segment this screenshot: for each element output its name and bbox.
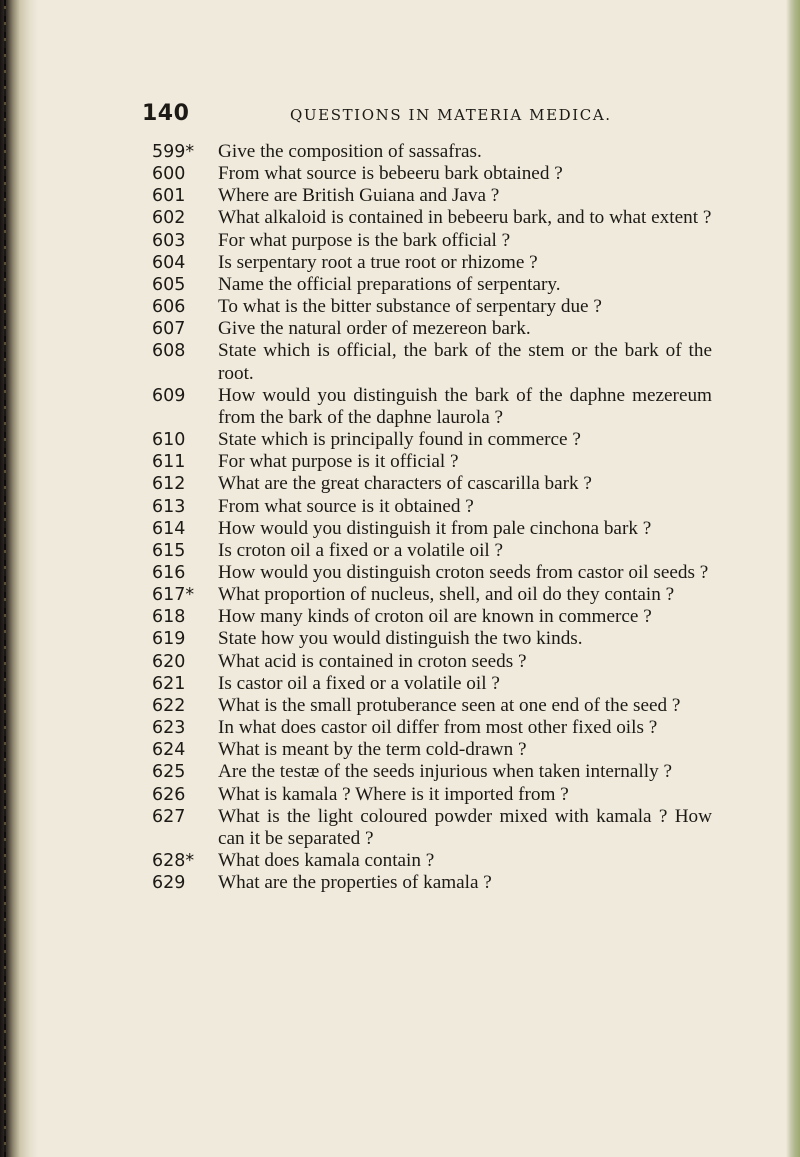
question-list (152, 141, 712, 894)
question-item (152, 518, 712, 540)
question-item (152, 274, 712, 296)
question-item (152, 850, 712, 872)
question-item (152, 872, 712, 894)
question-number: 624 (152, 740, 186, 761)
question-text: Is serpentary root a true root or rhizome ? (218, 251, 538, 273)
question-text: State which is official, the bark of the stem or the bark of the root. (218, 340, 712, 384)
question-number: 603 (152, 230, 186, 251)
question-number: 615 (152, 540, 186, 561)
question-item (152, 651, 712, 673)
question-item (152, 185, 712, 207)
question-item (152, 606, 712, 628)
question-item (152, 207, 712, 229)
question-number: 604 (152, 252, 186, 273)
question-text: From what source is it obtained ? (218, 495, 474, 517)
question-item (152, 628, 712, 650)
question-text: To what is the bitter substance of serpentary due ? (218, 296, 602, 318)
question-text: What is the small protuberance seen at one end of the seed ? (218, 694, 681, 716)
question-text: What are the properties of kamala ? (218, 872, 492, 894)
question-item (152, 141, 712, 163)
question-number: 606 (152, 297, 186, 318)
question-item (152, 695, 712, 717)
question-item (152, 540, 712, 562)
question-number: 600 (152, 164, 186, 185)
question-text: Are the testæ of the seeds injurious when taken internally ? (218, 761, 672, 783)
question-item (152, 340, 712, 384)
question-text: Is croton oil a fixed or a volatile oil ? (218, 539, 504, 561)
question-item (152, 584, 712, 606)
question-item (152, 562, 712, 584)
question-number: 622 (152, 695, 186, 716)
question-text: What proportion of nucleus, shell, and oil do they contain ? (218, 584, 675, 606)
question-item (152, 296, 712, 318)
question-item (152, 806, 712, 850)
question-text: What is the light coloured powder mixed with kamala ? How can it be separated ? (218, 805, 712, 849)
question-text: What are the great characters of cascarilla bark ? (218, 473, 592, 495)
question-item (152, 496, 712, 518)
question-item (152, 761, 712, 783)
question-text: Give the composition of sassafras. (218, 141, 482, 162)
question-item (152, 429, 712, 451)
question-item (152, 784, 712, 806)
question-text: Is castor oil a fixed or a volatile oil ? (218, 672, 500, 694)
question-number: 605 (152, 274, 186, 295)
question-text: State which is principally found in commerce ? (218, 429, 581, 451)
question-item (152, 252, 712, 274)
question-item (152, 473, 712, 495)
page-edge (786, 0, 800, 1157)
question-number: 613 (152, 496, 186, 517)
question-text: Name the official preparations of serpentary. (218, 273, 561, 295)
question-number: 616 (152, 562, 186, 583)
question-text: What acid is contained in croton seeds ? (218, 650, 527, 672)
question-item (152, 163, 712, 185)
question-number: 627 (152, 806, 186, 827)
question-text: From what source is bebeeru bark obtained ? (218, 163, 563, 185)
question-number: 607 (152, 319, 186, 340)
question-text: How would you distinguish croton seeds from castor oil seeds ? (218, 561, 709, 583)
page-header (142, 101, 702, 127)
question-item (152, 739, 712, 761)
question-number: 614 (152, 518, 186, 539)
question-item (152, 717, 712, 739)
question-number: 626 (152, 784, 186, 805)
question-number: 610 (152, 430, 186, 451)
question-item (152, 318, 712, 340)
question-number: 599* (152, 142, 195, 162)
question-text: How would you distinguish the bark of the daphne mezereum from the bark of the daphne laurola ? (218, 384, 712, 428)
question-text: What does kamala contain ? (218, 850, 435, 871)
question-number: 621 (152, 673, 186, 694)
question-number: 623 (152, 718, 186, 739)
question-text: In what does castor oil differ from most other fixed oils ? (218, 717, 658, 739)
question-number: 609 (152, 385, 186, 406)
question-item (152, 451, 712, 473)
running-head: QUESTIONS IN MATERIA MEDICA. (290, 106, 612, 124)
question-number: 611 (152, 452, 186, 473)
question-item (152, 673, 712, 695)
question-number: 619 (152, 629, 186, 650)
question-text: How would you distinguish it from pale cinchona bark ? (218, 517, 652, 539)
question-number: 628* (152, 851, 195, 871)
question-text: What is meant by the term cold-drawn ? (218, 739, 527, 761)
question-item (152, 385, 712, 429)
question-text: What is kamala ? Where is it imported from ? (218, 783, 569, 805)
question-number: 625 (152, 762, 186, 783)
question-text: Where are British Guiana and Java ? (218, 185, 500, 207)
question-number: 629 (152, 873, 186, 894)
question-text: State how you would distinguish the two kinds. (218, 628, 583, 650)
question-number: 617* (152, 585, 195, 606)
book-binding-shadow (0, 0, 38, 1157)
question-text: How many kinds of croton oil are known in commerce ? (218, 606, 652, 628)
question-number: 602 (152, 208, 186, 229)
question-text: What alkaloid is contained in bebeeru bark, and to what extent ? (218, 207, 712, 229)
question-number: 612 (152, 474, 186, 495)
question-number: 618 (152, 607, 186, 628)
question-number: 620 (152, 651, 186, 672)
question-text: Give the natural order of mezereon bark. (218, 318, 531, 340)
question-text: For what purpose is it official ? (218, 451, 459, 473)
question-number: 608 (152, 341, 186, 362)
question-text: For what purpose is the bark official ? (218, 229, 511, 251)
page-number: 140 (142, 101, 190, 126)
question-number: 601 (152, 186, 186, 207)
question-item (152, 230, 712, 252)
